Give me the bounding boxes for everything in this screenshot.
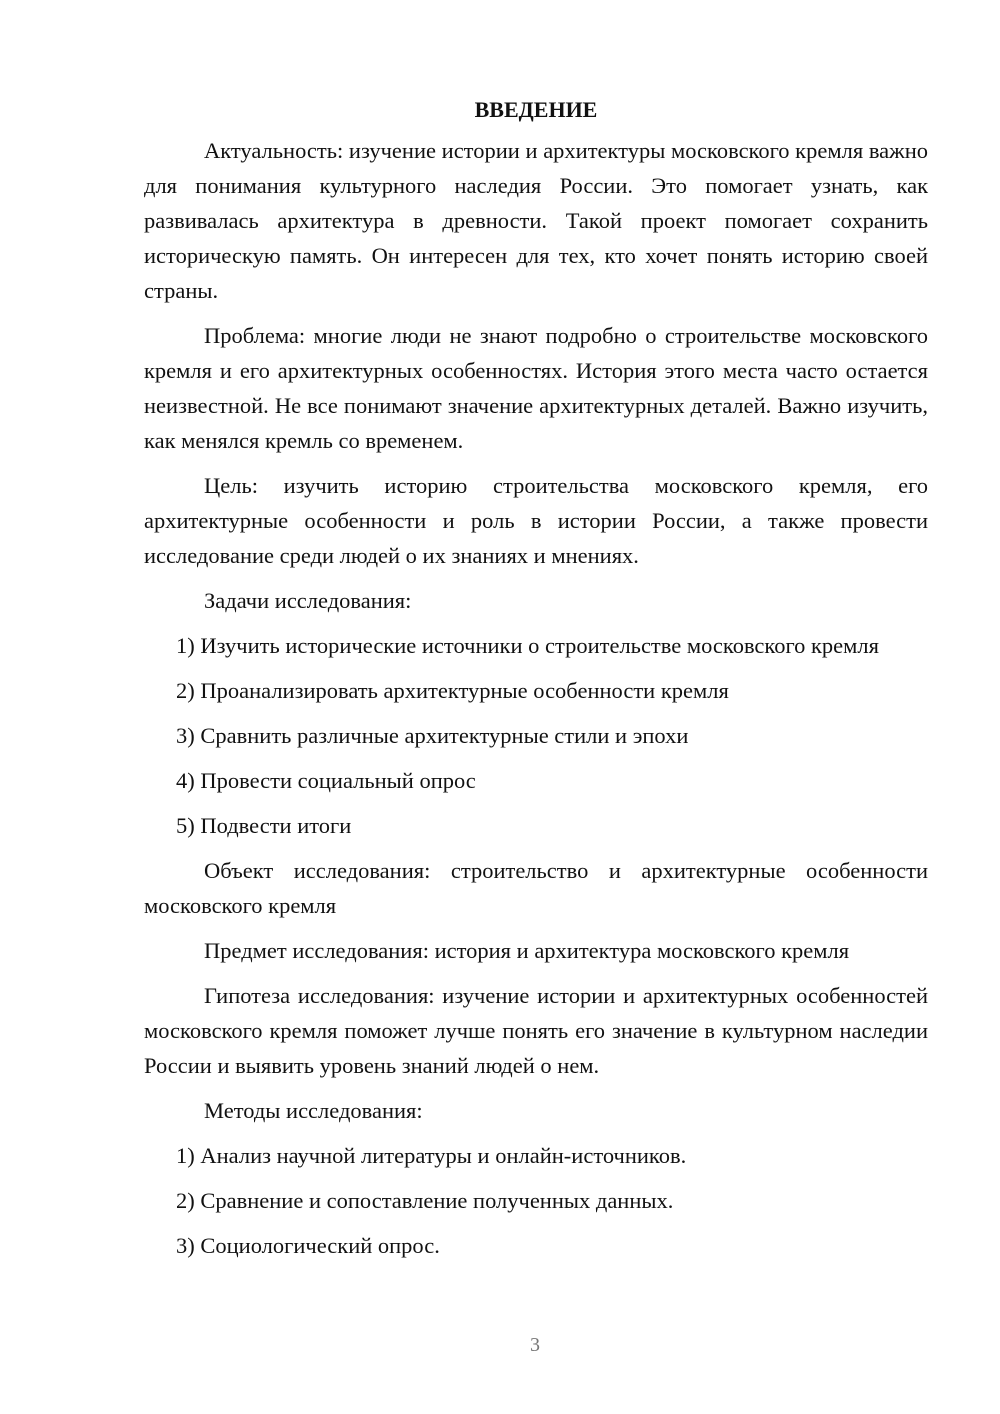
subject-paragraph: Предмет исследования: история и архитектура московского кремля [204,938,850,963]
method-item: 1) Анализ научной литературы и онлайн-источников. [176,1143,687,1168]
method-item: 3) Социологический опрос. [176,1233,440,1258]
object-paragraph: Объект исследования: строительство и архитектурные особенности московского кремля [144,858,928,918]
section-title: ВВЕДЕНИЕ [474,97,598,122]
task-item: 1) Изучить исторические источники о строительстве московского кремля [176,633,879,658]
task-item: 4) Провести социальный опрос [176,768,476,793]
document-page [144,95,928,1273]
task-item: 5) Подвести итоги [176,813,352,838]
method-item: 2) Сравнение и сопоставление полученных данных. [176,1188,674,1213]
task-item: 2) Проанализировать архитектурные особенности кремля [176,678,729,703]
task-item: 3) Сравнить различные архитектурные стили и эпохи [176,723,689,748]
problem-paragraph: Проблема: многие люди не знают подробно о строительстве московского кремля и его архитектурных особенностях. История этого места часто остается неизвестной. Не все понимают значение архитектурных деталей. Важно изучить, как менялся кремль со временем. [144,323,928,453]
relevance-paragraph: Актуальность: изучение истории и архитектуры московского кремля важно для понимания культурного наследия России. Это помогает узнать, как развивалась архитектура в древности. Такой проект помогает сохранить историческую память. Он интересен для тех, кто хочет понять историю своей страны. [144,138,928,303]
methods-heading: Методы исследования: [204,1098,423,1123]
tasks-heading: Задачи исследования: [204,588,412,613]
page-number: 3 [530,1334,540,1356]
goal-paragraph: Цель: изучить историю строительства московского кремля, его архитектурные особенности и роль в истории России, а также провести исследование среди людей о их знаниях и мнениях. [144,473,928,568]
hypothesis-paragraph: Гипотеза исследования: изучение истории и архитектурных особенностей московского кремля поможет лучше понять его значение в культурном наследии России и выявить уровень знаний людей о нем. [144,983,928,1078]
